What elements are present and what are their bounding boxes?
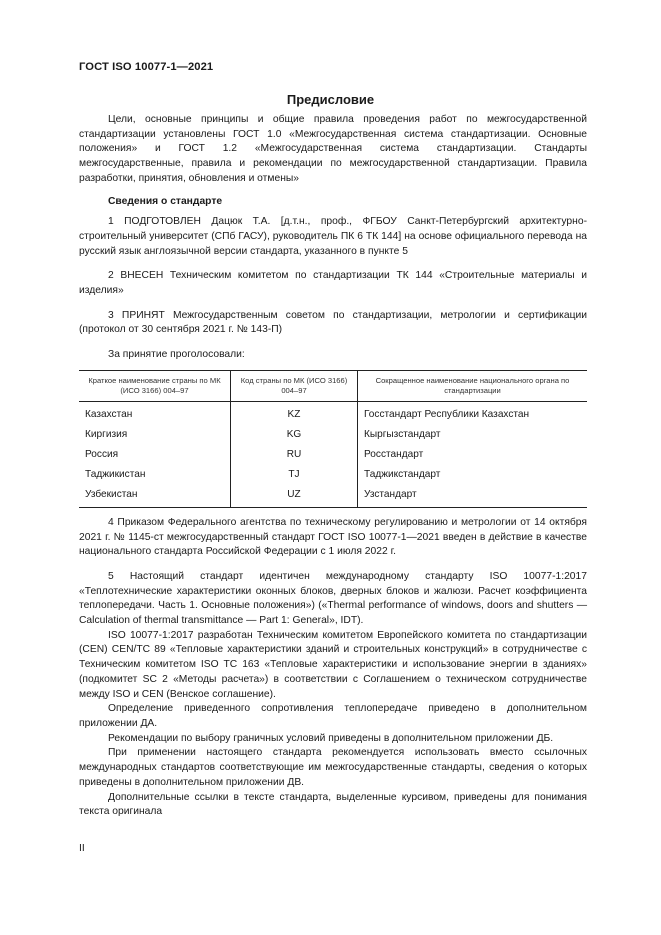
page-number: II — [79, 843, 85, 854]
item-1-paragraph: 1 ПОДГОТОВЛЕН Дацюк Т.А. [д.т.н., проф., ФГБОУ Санкт-Петербургский архитектурно-строительный университет (СПб ГАСУ), руководитель ПК 6 ТК 144] на основе официального перевода на русский язык англоязычной версии стандарта, указанного в пункте 5 — [79, 216, 587, 257]
column-header-code: Код страны по МК (ИСО 3166) 004–97 — [231, 370, 358, 401]
voted-paragraph: За принятие проголосовали: — [108, 349, 245, 361]
voting-countries-table — [79, 370, 587, 508]
item-2-paragraph: 2 ВНЕСЕН Техническим комитетом по стандартизации ТК 144 «Строительные материалы и изделия» — [79, 270, 587, 297]
item-4-paragraph: 4 Приказом Федерального агентства по техническому регулированию и метрологии от 14 октября 2021 г. № 1145-ст межгосударственный стандарт ГОСТ ISO 10077-1—2021 введен в действие в качестве национального стандарта Российской Федерации с 1 июля 2022 г. — [79, 516, 587, 558]
country-cell: Казахстан — [85, 408, 133, 420]
country-code-cell: KZ — [231, 401, 358, 425]
annex-dv-paragraph: При применении настоящего стандарта рекомендуется использовать вместо ссылочных международных стандартов соответствующие им межгосударственные стандарты, сведения о которых приведены в дополнительном приложении ДВ. — [79, 747, 587, 788]
country-cell: Россия — [85, 448, 119, 460]
annex-da-paragraph: Определение приведенного сопротивления теплопередаче приведено в дополнительном приложении ДА. — [79, 703, 587, 729]
country-cell: Киргизия — [85, 428, 128, 440]
standards-body-cell: Росстандарт — [358, 445, 588, 465]
intro-paragraph: Цели, основные принципы и общие правила проведения работ по межгосударственной стандартизации установлены ГОСТ 1.0 «Межгосударственная система стандартизации. Основные положения» и ГОСТ 1.2 «Межгосударственная система стандартизации. Стандарты межгосударственные, правила и рекомендации по межгосударственной стандартизации. Правила разработки, принятия, обновления и отмены» — [79, 114, 587, 184]
page-title: Предисловие — [286, 92, 375, 107]
table-header-row — [79, 370, 587, 401]
item-5-iso-paragraph: ISO 10077-1:2017 разработан Техническим комитетом Европейского комитета по стандартизации (CEN) CEN/TC 89 «Тепловые характеристики зданий и строительных конструкций» в сотрудничестве с Техническим комитетом ISO TC 163 «Тепловые характеристики и использование энергии в зданиях» (подкомитет SC 2 «Методы расчета») в соответствии с Соглашением о техническом сотрудничестве между ISO и CEN (Венское соглашение). — [79, 629, 587, 700]
country-code-cell: KG — [231, 425, 358, 445]
table-row — [79, 401, 587, 425]
document-code-header: ГОСТ ISO 10077-1—2021 — [79, 61, 214, 73]
table-row — [79, 485, 587, 508]
document-body — [79, 113, 587, 820]
standards-body-cell: Таджикстандарт — [358, 465, 588, 485]
country-cell: Таджикистан — [85, 468, 146, 480]
item-5-paragraph: 5 Настоящий стандарт идентичен международному стандарту ISO 10077-1:2017 «Теплотехнические характеристики оконных блоков, дверных блоков и жалюзи. Расчет коэффициента теплопередачи. Часть 1. Основные положения») («Thermal performance of windows, doors and shutters — Calculation of thermal transmittance — Part 1: General», IDT). — [79, 570, 587, 627]
annex-db-paragraph: Рекомендации по выбору граничных условий приведены в дополнительном приложении ДБ. — [108, 732, 554, 744]
standards-body-cell: Кыргызстандарт — [358, 425, 588, 445]
country-code-cell: TJ — [231, 465, 358, 485]
standards-body-cell: Узстандарт — [358, 485, 588, 508]
country-code-cell: UZ — [231, 485, 358, 508]
italic-references-paragraph: Дополнительные ссылки в тексте стандарта, выделенные курсивом, приведены для понимания текста оригинала — [79, 791, 587, 818]
table-row — [79, 465, 587, 485]
item-3-paragraph: 3 ПРИНЯТ Межгосударственным советом по стандартизации, метрологии и сертификации (протокол от 30 сентября 2021 г. № 143-П) — [79, 309, 587, 336]
country-cell: Узбекистан — [85, 488, 138, 500]
table-row — [79, 425, 587, 445]
column-header-country: Краткое наименование страны по МК (ИСО 3166) 004–97 — [79, 370, 231, 401]
standards-body-cell: Госстандарт Республики Казахстан — [358, 401, 588, 425]
standard-info-heading: Сведения о стандарте — [108, 195, 223, 207]
country-code-cell: RU — [231, 445, 358, 465]
table-row — [79, 445, 587, 465]
column-header-body: Сокращенное наименование национального органа по стандартизации — [358, 370, 588, 401]
